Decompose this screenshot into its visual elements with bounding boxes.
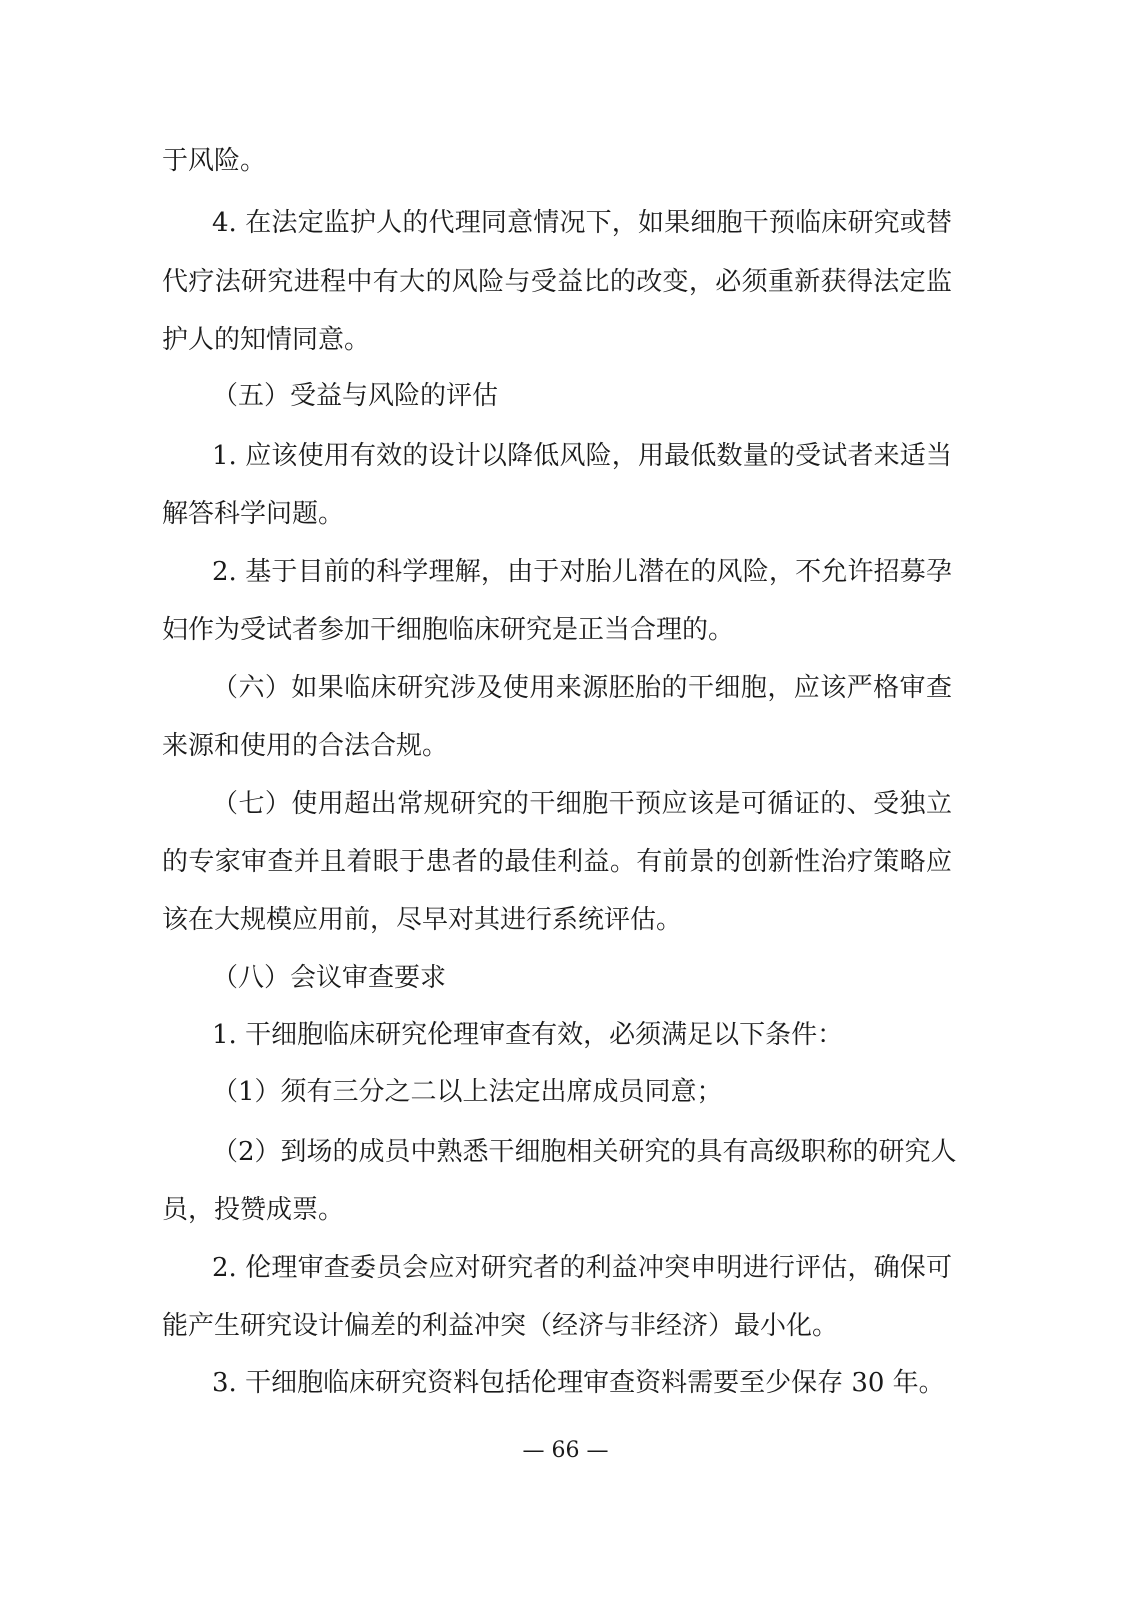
- text-line: 于风险。: [162, 146, 267, 176]
- text-line: （六）如果临床研究涉及使用来源胚胎的干细胞，应该严格审查: [212, 673, 952, 703]
- text-line: 的专家审查并且着眼于患者的最佳利益。有前景的创新性治疗策略应: [162, 847, 952, 877]
- text-line: 解答科学问题。: [162, 499, 345, 529]
- section-heading: （八）会议审查要求: [212, 963, 447, 993]
- text-line: 护人的知情同意。: [162, 325, 371, 355]
- text-line: 3. 干细胞临床研究资料包括伦理审查资料需要至少保存 30 年。: [212, 1368, 945, 1398]
- section-heading: （五）受益与风险的评估: [212, 381, 499, 411]
- text-line: 能产生研究设计偏差的利益冲突（经济与非经济）最小化。: [162, 1311, 839, 1341]
- text-line: 2. 基于目前的科学理解，由于对胎儿潜在的风险，不允许招募孕: [212, 557, 952, 587]
- text-line: 2. 伦理审查委员会应对研究者的利益冲突申明进行评估，确保可: [212, 1253, 952, 1283]
- text-line: 该在大规模应用前，尽早对其进行系统评估。: [162, 905, 683, 935]
- text-line: 来源和使用的合法合规。: [162, 731, 449, 761]
- text-line: 4. 在法定监护人的代理同意情况下，如果细胞干预临床研究或替: [212, 208, 952, 238]
- text-line: 员，投赞成票。: [162, 1195, 345, 1225]
- text-line: 1. 应该使用有效的设计以降低风险，用最低数量的受试者来适当: [212, 441, 952, 471]
- text-line: 1. 干细胞临床研究伦理审查有效，必须满足以下条件：: [212, 1020, 844, 1050]
- text-line: 代疗法研究进程中有大的风险与受益比的改变，必须重新获得法定监: [162, 267, 952, 297]
- page-number: — 66 —: [522, 1438, 609, 1463]
- text-line: （七）使用超出常规研究的干细胞干预应该是可循证的、受独立: [212, 789, 952, 819]
- text-line: （1）须有三分之二以上法定出席成员同意；: [212, 1077, 723, 1107]
- text-line: 妇作为受试者参加干细胞临床研究是正当合理的。: [162, 615, 735, 645]
- text-line: （2）到场的成员中熟悉干细胞相关研究的具有高级职称的研究人: [212, 1137, 957, 1167]
